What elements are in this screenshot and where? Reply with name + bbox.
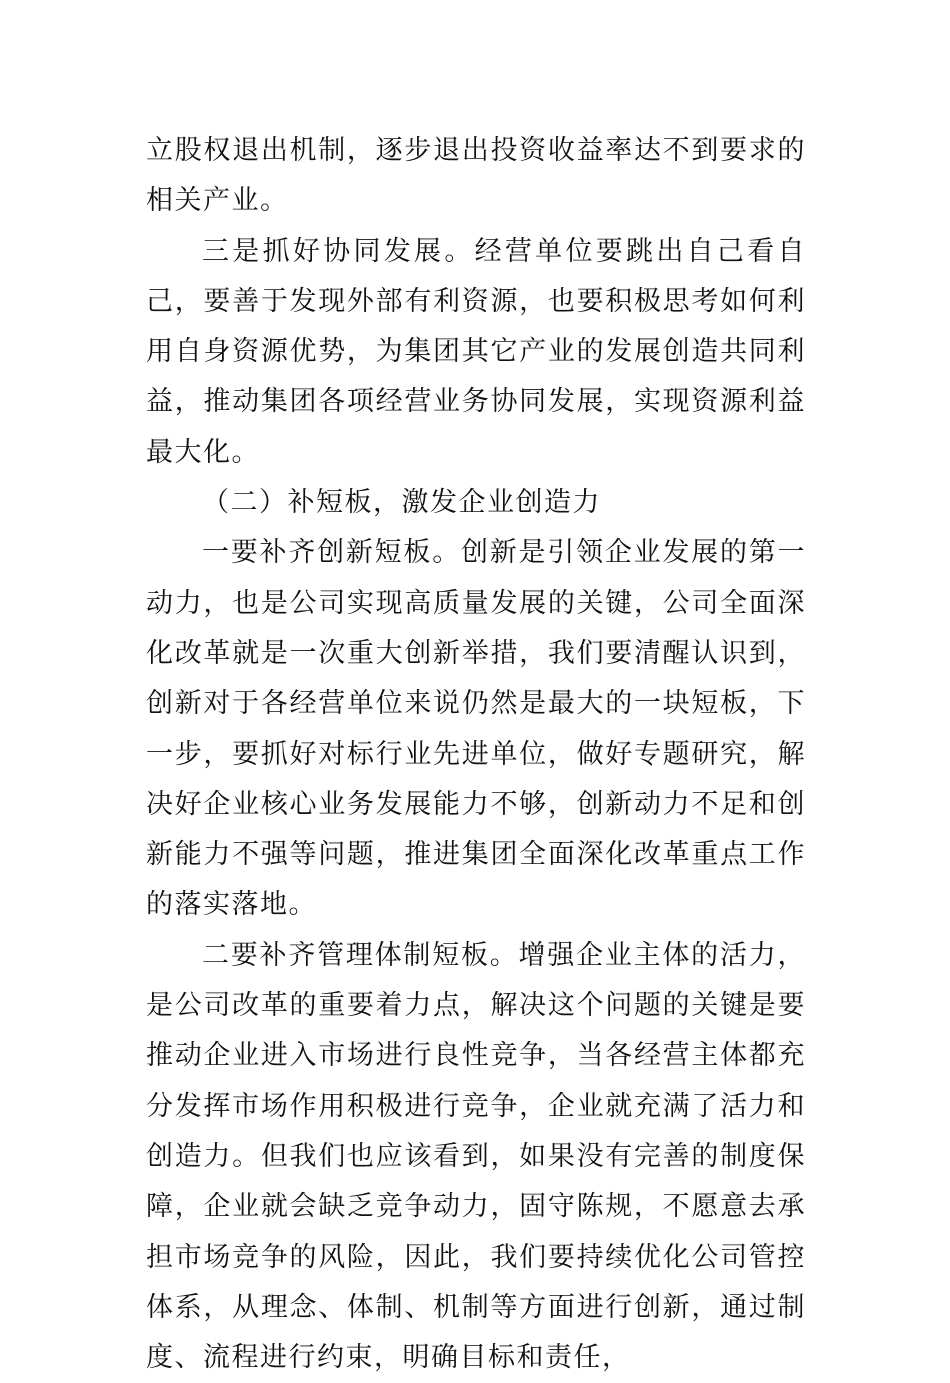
paragraph-continuation: 立股权退出机制，逐步退出投资收益率达不到要求的相关产业。 — [146, 135, 806, 217]
paragraph-innovation-shortboard: 一要补齐创新短板。创新是引领企业发展的第一动力，也是公司实现高质量发展的关键，公司全面深化改革就是一次重大创新举措，我们要清醒认识到，创新对于各经营单位来说仍然是最大的一块短板，下一步，要抓好对标行业先进单位，做好专题研究，解决好企业核心业务发展能力不够，创新动力不足和创新能力不强等问题，推进集团全面深化改革重点工作的落实落地。 — [146, 537, 806, 921]
paragraph-coordinated-development: 三是抓好协同发展。经营单位要跳出自己看自己，要善于发现外部有利资源，也要积极思考如何利用自身资源优势，为集团其它产业的发展创造共同利益，推动集团各项经营业务协同发展，实现资源利益最大化。 — [146, 235, 806, 468]
section-heading-2: （二）补短板，激发企业创造力 — [202, 487, 601, 519]
paragraph-management-shortboard: 二要补齐管理体制短板。增强企业主体的活力，是公司改革的重要着力点，解决这个问题的关键是要推动企业进入市场进行良性竞争，当各经营主体都充分发挥市场作用积极进行竞争，企业就充满了活力和创造力。但我们也应该看到，如果没有完善的制度保障，企业就会缺乏竞争动力，固守陈规，不愿意去承担市场竞争的风险，因此，我们要持续优化公司管控体系，从理念、体制、机制等方面进行创新，通过制度、流程进行约束，明确目标和责任， — [146, 939, 806, 1374]
document-body — [146, 126, 806, 1383]
